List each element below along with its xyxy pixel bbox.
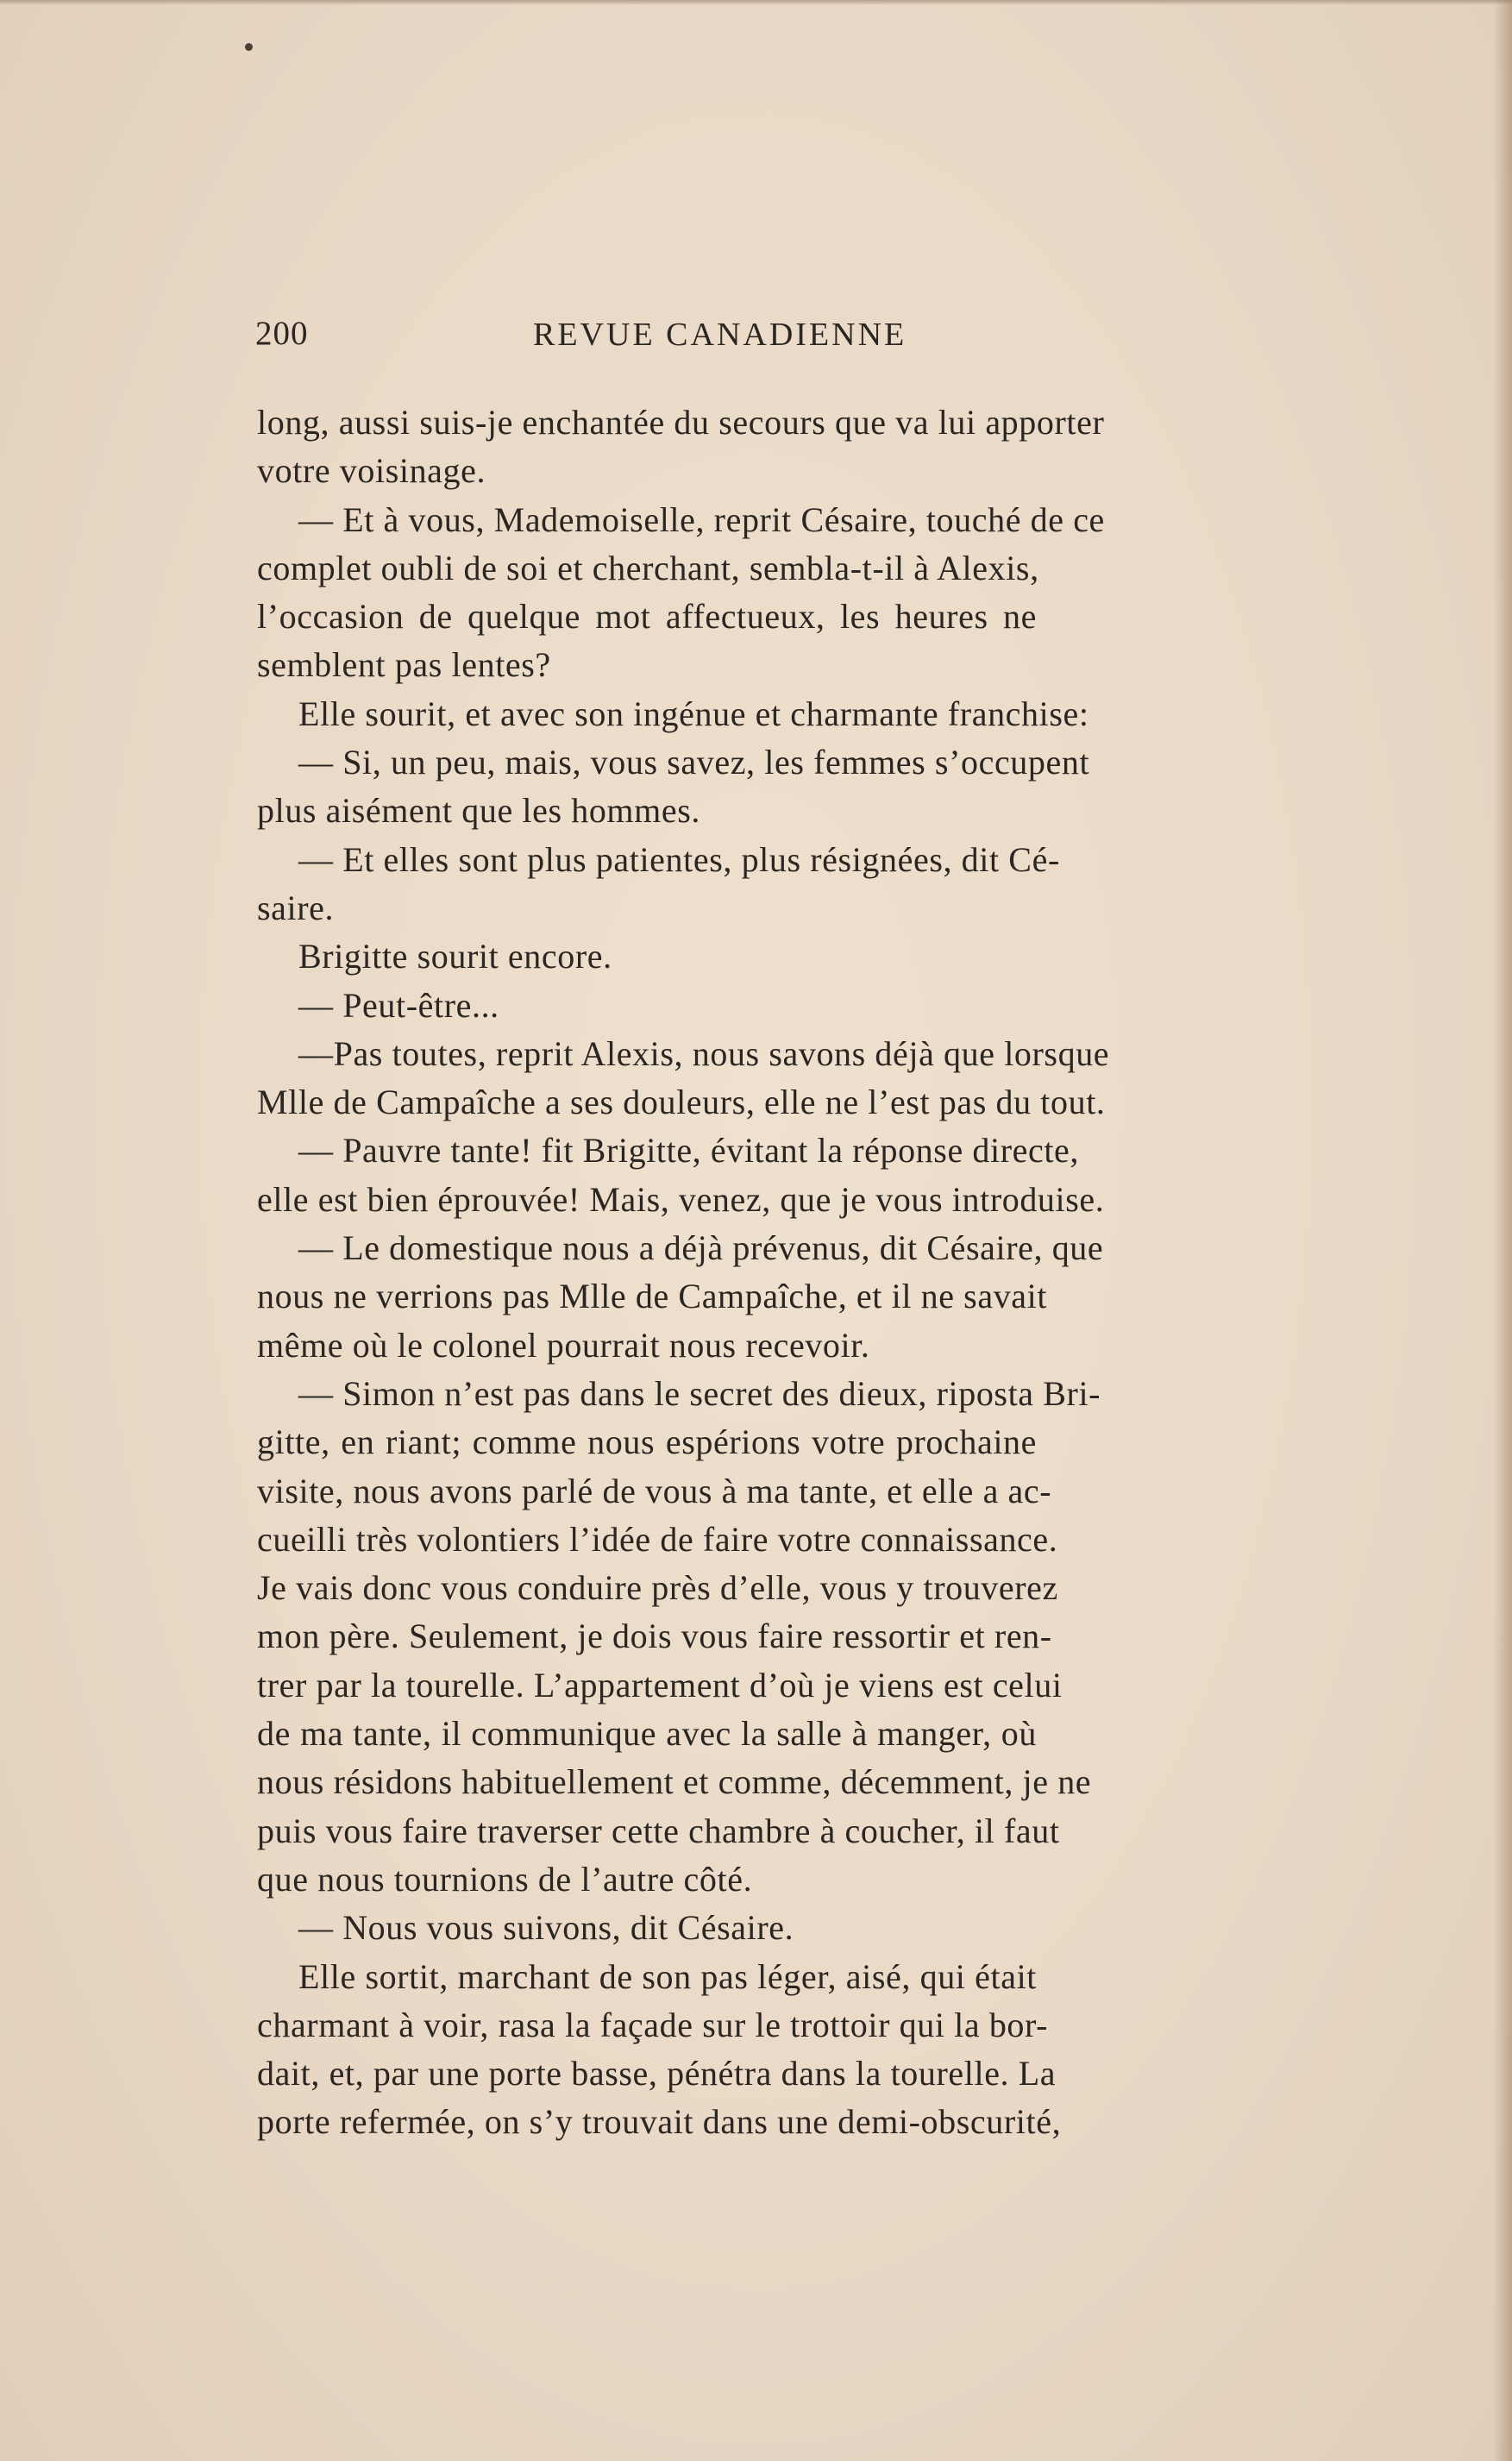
text-line: même où le colonel pourrait nous recevoir. bbox=[257, 1325, 870, 1365]
text-line: long, aussi suis-je enchantée du secours que va lui apporter bbox=[257, 403, 1105, 442]
text-line: visite, nous avons parlé de vous à ma tante, et elle a ac- bbox=[257, 1471, 1052, 1510]
text-line: — Peut-être... bbox=[298, 985, 499, 1025]
text-line: nous ne verrions pas Mlle de Campaîche, et il ne savait bbox=[257, 1277, 1048, 1316]
text-line: — Et à vous, Mademoiselle, reprit Césaire, touché de ce bbox=[298, 499, 1105, 539]
body-text bbox=[257, 399, 1110, 2147]
text-line: cueilli très volontiers l’idée de faire votre connaissance. bbox=[257, 1519, 1058, 1559]
text-line: de ma tante, il communique avec la salle à manger, où bbox=[257, 1714, 1037, 1754]
running-header bbox=[255, 314, 1037, 362]
text-line: — Et elles sont plus patientes, plus résignées, dit Cé- bbox=[298, 839, 1060, 879]
text-line: mon père. Seulement, je dois vous faire ressortir et ren- bbox=[257, 1617, 1052, 1656]
text-line: — Nous vous suivons, dit Césaire. bbox=[298, 1908, 794, 1948]
ink-spot bbox=[245, 43, 253, 51]
text-line: Mlle de Campaîche a ses douleurs, elle ne l’est pas du tout. bbox=[257, 1083, 1106, 1122]
text-line: gitte, en riant; comme nous espérions votre prochaine bbox=[257, 1422, 1037, 1462]
text-line: charmant à voir, rasa la façade sur le trottoir qui la bor- bbox=[257, 2005, 1049, 2044]
text-line: nous résidons habituellement et comme, décemment, je ne bbox=[257, 1762, 1092, 1802]
text-line: trer par la tourelle. L’appartement d’où je viens est celui bbox=[257, 1665, 1063, 1704]
text-line: elle est bien éprouvée! Mais, venez, que je vous introduise. bbox=[257, 1179, 1105, 1219]
text-line: Elle sourit, et avec son ingénue et charmante franchise: bbox=[298, 694, 1089, 733]
text-line: —Pas toutes, reprit Alexis, nous savons déjà que lorsque bbox=[298, 1033, 1110, 1073]
text-line: Je vais donc vous conduire près d’elle, vous y trouverez bbox=[257, 1568, 1058, 1608]
page-number: 200 bbox=[255, 315, 309, 352]
text-line: — Le domestique nous a déjà prévenus, dit Césaire, que bbox=[298, 1228, 1104, 1268]
page-right-edge-shadow bbox=[1493, 0, 1512, 2461]
text-line: l’occasion de quelque mot affectueux, les heures ne bbox=[257, 597, 1037, 637]
text-line: que nous tournions de l’autre côté. bbox=[257, 1859, 753, 1899]
text-line: — Simon n’est pas dans le secret des dieux, riposta Bri- bbox=[298, 1373, 1101, 1413]
text-line: puis vous faire traverser cette chambre à coucher, il faut bbox=[257, 1811, 1060, 1850]
running-title: REVUE CANADIENNE bbox=[533, 317, 907, 353]
text-line: plus aisément que les hommes. bbox=[257, 791, 700, 831]
text-line: porte refermée, on s’y trouvait dans une demi-obscurité, bbox=[257, 2102, 1062, 2142]
text-line: — Pauvre tante! fit Brigitte, évitant la réponse directe, bbox=[298, 1131, 1080, 1171]
text-line: — Si, un peu, mais, vous savez, les femmes s’occupent bbox=[298, 743, 1090, 782]
text-line: dait, et, par une porte basse, pénétra dans la tourelle. La bbox=[257, 2054, 1057, 2094]
text-line: Elle sortit, marchant de son pas léger, aisé, qui était bbox=[298, 1956, 1037, 1996]
text-line: semblent pas lentes? bbox=[257, 645, 551, 685]
page-top-edge bbox=[0, 0, 1512, 5]
text-line: complet oubli de soi et cherchant, sembla-t-il à Alexis, bbox=[257, 548, 1039, 587]
text-line: Brigitte sourit encore. bbox=[298, 937, 612, 976]
text-line: saire. bbox=[257, 888, 335, 927]
text-line: votre voisinage. bbox=[257, 451, 486, 491]
